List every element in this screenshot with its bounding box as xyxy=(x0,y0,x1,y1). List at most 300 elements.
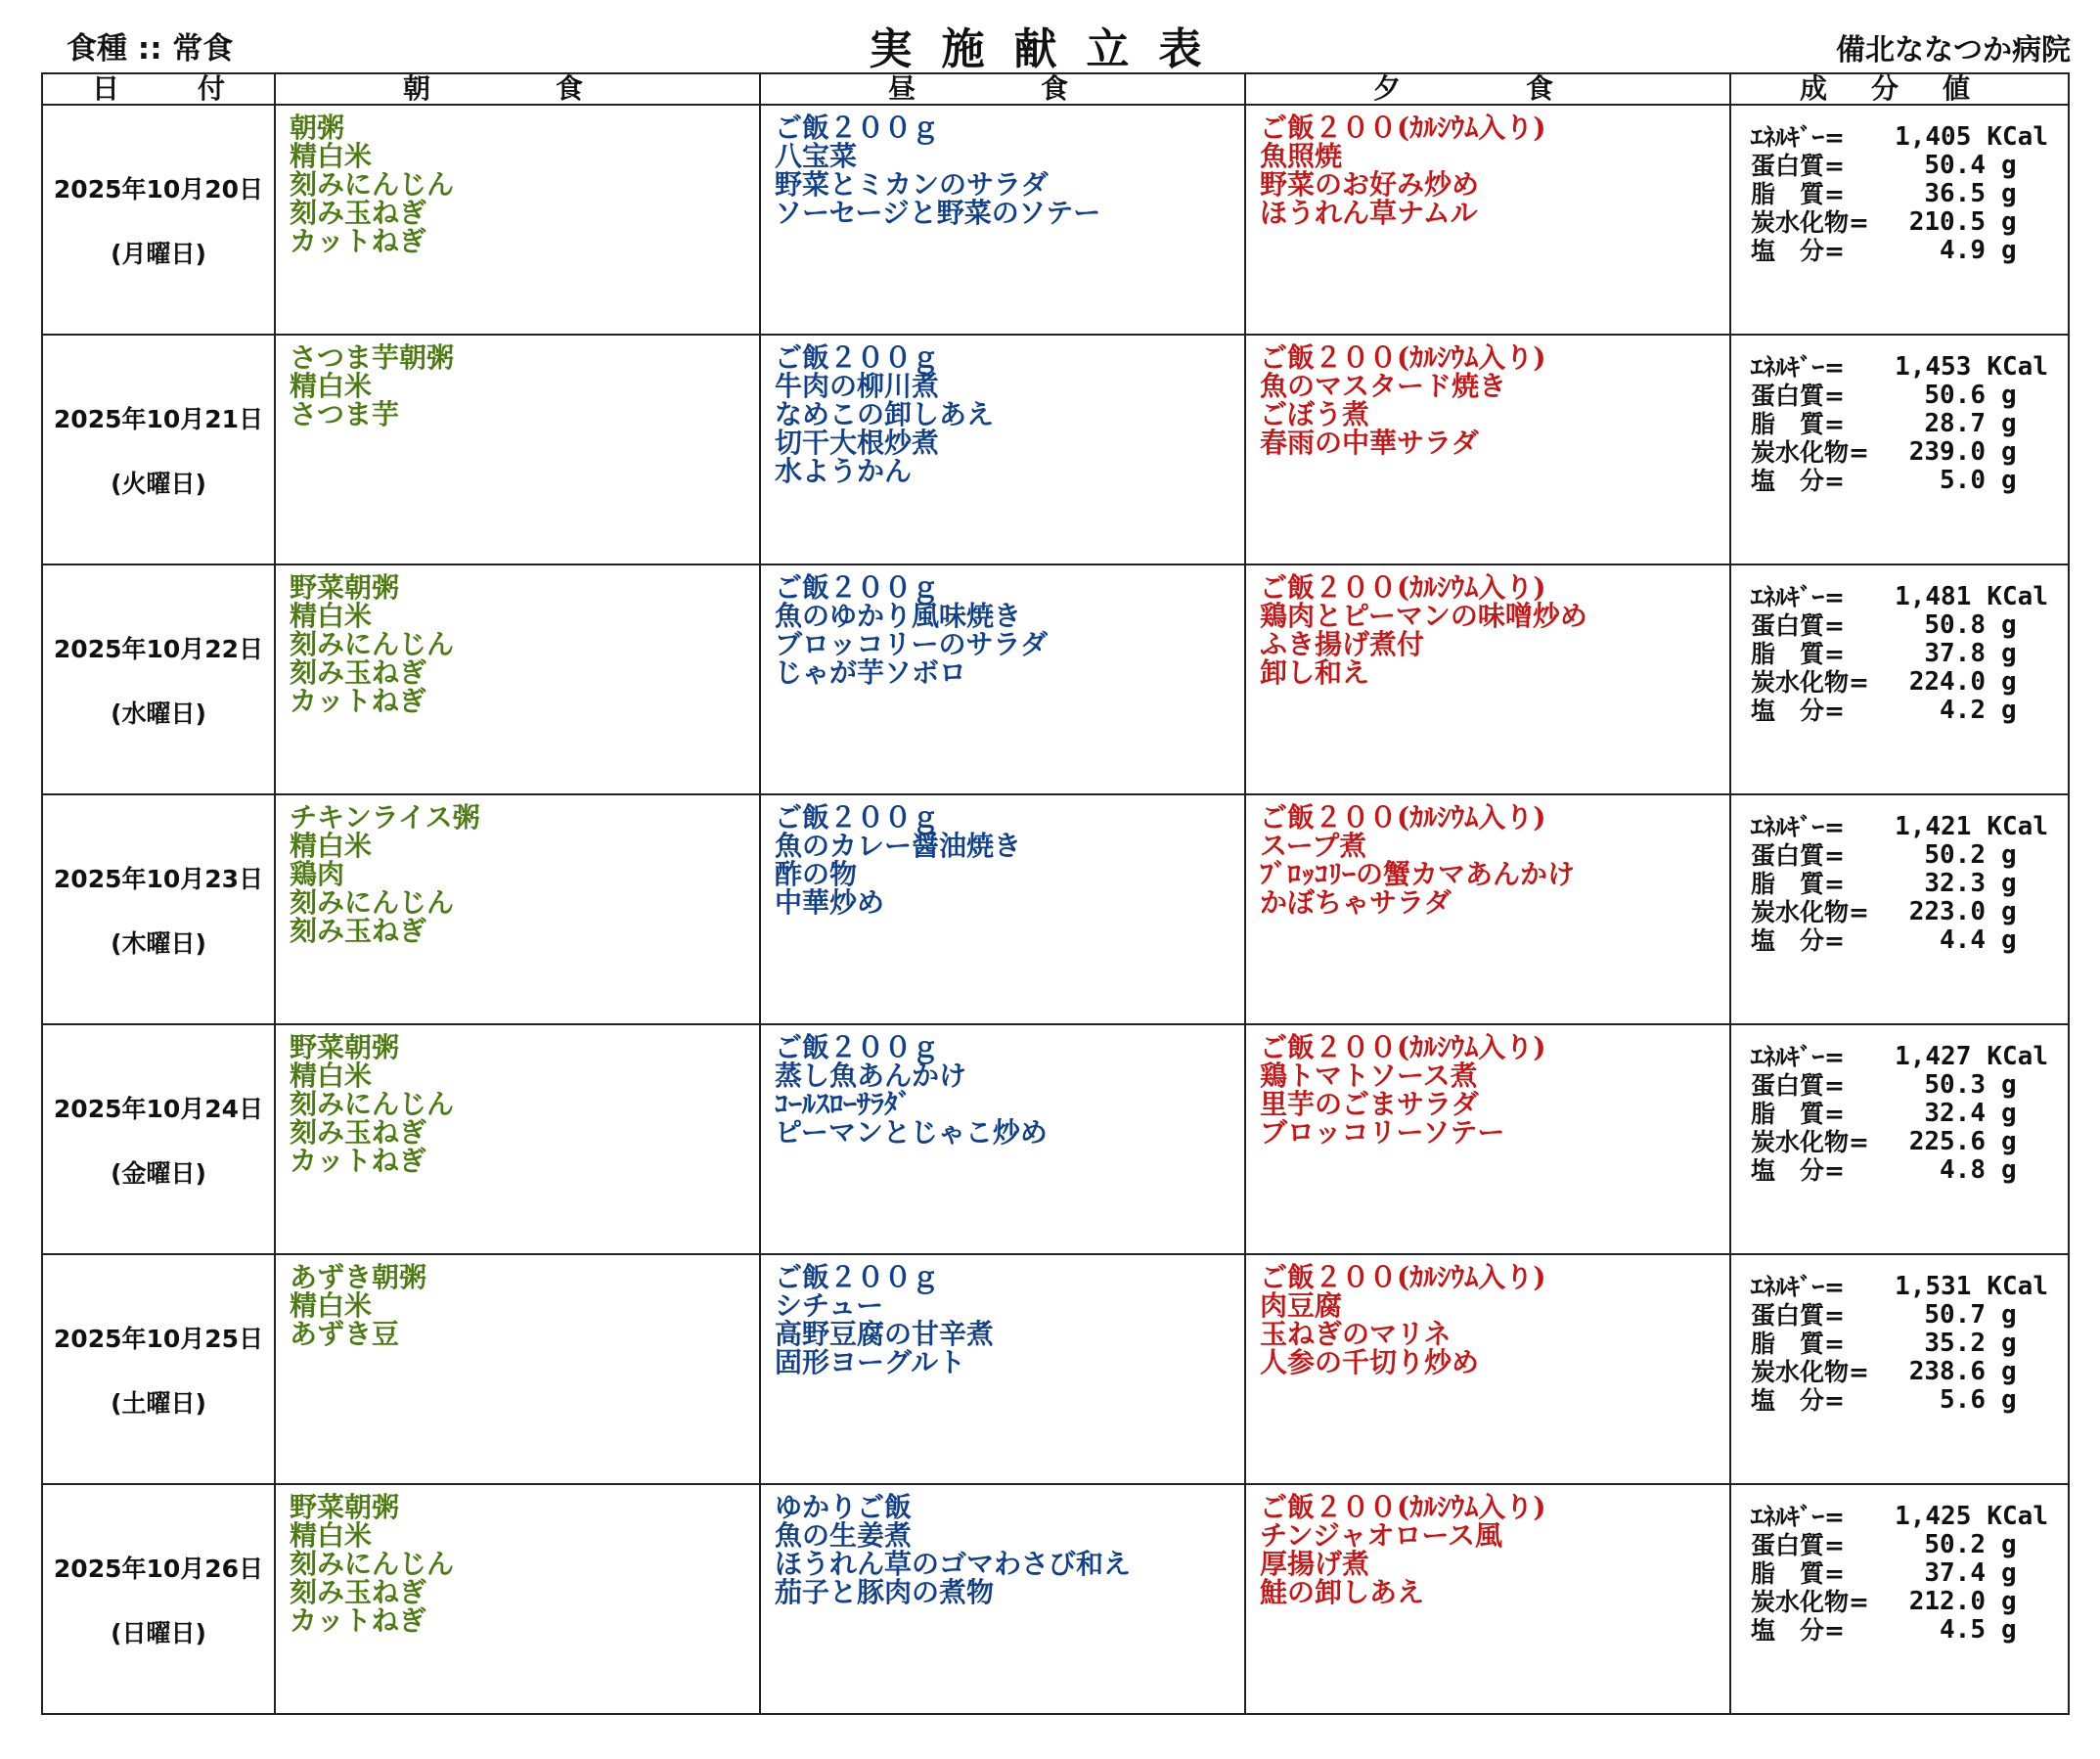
dinner-cell xyxy=(1245,1024,1730,1254)
nutrition-fat-value: 36.5 xyxy=(1924,179,1986,208)
nutrition-protein-unit: g xyxy=(2001,840,2017,870)
breakfast-item: 刻みにんじん xyxy=(290,1548,455,1580)
nutrition-salt-label: 塩 分= xyxy=(1751,237,1845,265)
table-row xyxy=(42,1484,2069,1714)
nutrition-cell xyxy=(1730,1024,2069,1254)
nutrition-protein-row xyxy=(1751,382,2048,410)
date-cell xyxy=(42,1484,275,1714)
nutrition-carbs-value: 239.0 xyxy=(1908,437,1986,467)
nutrition-energy-unit: KCal xyxy=(1987,1502,2048,1531)
weekday-text: (月曜日) xyxy=(111,239,206,268)
lunch-item: ご飯２００ｇ xyxy=(775,571,940,604)
date-cell xyxy=(42,1254,275,1484)
dinner-item: 鮭の卸しあえ xyxy=(1260,1576,1425,1608)
breakfast-item: 刻み玉ねぎ xyxy=(290,656,427,689)
date-text: 2025年10月26日 xyxy=(53,1554,264,1583)
lunch-item-list xyxy=(761,1485,1244,1614)
nutrition-carbs-label: 炭水化物= xyxy=(1751,668,1869,697)
dinner-item-list xyxy=(1246,1485,1729,1614)
breakfast-item: 精白米 xyxy=(290,1060,373,1092)
dinner-item: 厚揚げ煮 xyxy=(1260,1548,1370,1580)
nutrition-protein-unit: g xyxy=(2001,151,2017,180)
nutrition-energy-value: 1,481 xyxy=(1895,582,1972,611)
header-nutrition xyxy=(1730,73,2069,105)
nutrition-fat-unit: g xyxy=(2001,869,2017,898)
nutrition-energy-row xyxy=(1751,123,2048,152)
dinner-item: ふき揚げ煮付 xyxy=(1260,628,1425,660)
date-text: 2025年10月25日 xyxy=(53,1324,264,1353)
nutrition-carbs-value: 212.0 xyxy=(1908,1587,1986,1616)
nutrition-list xyxy=(1731,106,2068,283)
dinner-cell xyxy=(1245,564,1730,794)
lunch-item: ご飯２００ｇ xyxy=(775,341,940,374)
nutrition-fat-row xyxy=(1751,640,2048,668)
lunch-item: ほうれん草のゴマわさび和え xyxy=(775,1548,1132,1580)
lunch-item-list xyxy=(761,795,1244,925)
nutrition-fat-row xyxy=(1751,1559,2048,1588)
table-row xyxy=(42,1254,2069,1484)
nutrition-fat-label: 脂 質= xyxy=(1751,1100,1845,1128)
breakfast-item-list xyxy=(276,1485,759,1643)
nutrition-protein-row xyxy=(1751,1301,2048,1330)
nutrition-protein-row xyxy=(1751,152,2048,180)
nutrition-energy-label: ｴﾈﾙｷﾞｰ= xyxy=(1751,353,1845,382)
dinner-item: ほうれん草ナムル xyxy=(1260,197,1478,229)
dinner-item: チンジャオロース風 xyxy=(1260,1519,1502,1552)
nutrition-carbs-row xyxy=(1751,668,2048,697)
header-nutrition-3: 値 xyxy=(1942,72,1970,105)
breakfast-item: あずき豆 xyxy=(290,1318,400,1350)
page-title: 実施献立表 xyxy=(869,24,1231,74)
dinner-item: ご飯２００(ｶﾙｼｳﾑ入り) xyxy=(1260,1261,1546,1293)
nutrition-protein-label: 蛋白質= xyxy=(1751,1531,1845,1559)
nutrition-protein-label: 蛋白質= xyxy=(1751,611,1845,640)
nutrition-salt-unit: g xyxy=(2001,1155,2017,1185)
nutrition-carbs-unit: g xyxy=(2001,1357,2017,1386)
breakfast-item: 精白米 xyxy=(290,370,373,402)
nutrition-protein-value: 50.3 xyxy=(1924,1070,1986,1100)
nutrition-carbs-value: 223.0 xyxy=(1908,897,1986,926)
lunch-item: 魚のゆかり風味焼き xyxy=(775,600,1022,632)
lunch-item: 水ようかん xyxy=(775,455,913,487)
dinner-item-list xyxy=(1246,1025,1729,1154)
lunch-item: ｺｰﾙｽﾛｰｻﾗﾀﾞ xyxy=(775,1088,913,1120)
header-breakfast-1: 朝 xyxy=(403,72,431,105)
nutrition-salt-row xyxy=(1751,237,2048,265)
nutrition-carbs-value: 224.0 xyxy=(1908,667,1986,697)
breakfast-cell xyxy=(275,564,760,794)
nutrition-carbs-row xyxy=(1751,1358,2048,1386)
dinner-item-list xyxy=(1246,106,1729,235)
breakfast-item: 刻みにんじん xyxy=(290,886,455,919)
header-date-1: 日 xyxy=(92,72,120,105)
nutrition-carbs-row xyxy=(1751,438,2048,467)
nutrition-energy-value: 1,421 xyxy=(1895,812,1972,841)
breakfast-item: さつま芋 xyxy=(290,398,400,430)
nutrition-cell xyxy=(1730,1484,2069,1714)
nutrition-fat-unit: g xyxy=(2001,179,2017,208)
nutrition-list xyxy=(1731,1255,2068,1432)
nutrition-carbs-unit: g xyxy=(2001,207,2017,237)
breakfast-item: カットねぎ xyxy=(290,225,426,257)
nutrition-energy-label: ｴﾈﾙｷﾞｰ= xyxy=(1751,1503,1845,1531)
nutrition-salt-unit: g xyxy=(2001,1615,2017,1645)
breakfast-item: 刻みにんじん xyxy=(290,628,455,660)
nutrition-fat-label: 脂 質= xyxy=(1751,1559,1845,1588)
dinner-item: ご飯２００(ｶﾙｼｳﾑ入り) xyxy=(1260,1031,1546,1063)
lunch-item: ソーセージと野菜のソテー xyxy=(775,197,1101,229)
nutrition-protein-unit: g xyxy=(2001,381,2017,410)
dinner-item: 鶏肉とピーマンの味噌炒め xyxy=(1260,600,1587,632)
nutrition-fat-value: 28.7 xyxy=(1924,409,1986,438)
breakfast-item: カットねぎ xyxy=(290,1604,426,1637)
nutrition-protein-unit: g xyxy=(2001,610,2017,640)
date-text: 2025年10月24日 xyxy=(53,1094,264,1123)
nutrition-fat-unit: g xyxy=(2001,409,2017,438)
nutrition-energy-row xyxy=(1751,353,2048,382)
nutrition-carbs-label: 炭水化物= xyxy=(1751,1358,1869,1386)
nutrition-carbs-row xyxy=(1751,208,2048,237)
breakfast-item: 精白米 xyxy=(290,600,373,632)
dinner-item-list xyxy=(1246,1255,1729,1384)
dinner-item: 魚照焼 xyxy=(1260,140,1343,172)
date-cell xyxy=(42,794,275,1024)
nutrition-energy-unit: KCal xyxy=(1987,1272,2048,1301)
nutrition-carbs-row xyxy=(1751,1588,2048,1616)
nutrition-carbs-unit: g xyxy=(2001,667,2017,697)
nutrition-carbs-value: 238.6 xyxy=(1908,1357,1986,1386)
nutrition-fat-label: 脂 質= xyxy=(1751,640,1845,668)
breakfast-item: 鶏肉 xyxy=(290,858,345,890)
dinner-cell xyxy=(1245,335,1730,564)
table-header-row xyxy=(42,73,2069,105)
nutrition-protein-row xyxy=(1751,1531,2048,1559)
nutrition-cell xyxy=(1730,564,2069,794)
nutrition-fat-unit: g xyxy=(2001,1558,2017,1588)
dinner-item: ごぼう煮 xyxy=(1260,398,1370,430)
nutrition-energy-row xyxy=(1751,1043,2048,1071)
lunch-cell xyxy=(760,1484,1245,1714)
breakfast-item: 刻み玉ねぎ xyxy=(290,197,427,229)
nutrition-salt-label: 塩 分= xyxy=(1751,1616,1845,1645)
breakfast-item: 野菜朝粥 xyxy=(290,1491,400,1523)
date-text: 2025年10月20日 xyxy=(53,174,264,203)
header-lunch-2: 食 xyxy=(1040,72,1068,105)
dinner-item: 野菜のお好み炒め xyxy=(1260,168,1480,201)
nutrition-salt-value: 5.0 xyxy=(1940,466,1986,495)
nutrition-carbs-value: 225.6 xyxy=(1908,1127,1986,1156)
date-text: 2025年10月22日 xyxy=(53,634,264,663)
nutrition-carbs-unit: g xyxy=(2001,437,2017,467)
lunch-item: なめこの卸しあえ xyxy=(775,398,995,430)
lunch-item: 牛肉の柳川煮 xyxy=(775,370,940,402)
lunch-item-list xyxy=(761,336,1244,493)
header-lunch xyxy=(760,73,1245,105)
nutrition-cell xyxy=(1730,335,2069,564)
header-nutrition-2: 分 xyxy=(1870,72,1899,105)
lunch-cell xyxy=(760,1024,1245,1254)
nutrition-protein-value: 50.4 xyxy=(1924,151,1986,180)
nutrition-salt-unit: g xyxy=(2001,466,2017,495)
nutrition-energy-row xyxy=(1751,583,2048,611)
weekday-text: (金曜日) xyxy=(111,1158,206,1188)
dinner-cell xyxy=(1245,794,1730,1024)
nutrition-carbs-unit: g xyxy=(2001,1587,2017,1616)
nutrition-protein-label: 蛋白質= xyxy=(1751,152,1845,180)
dinner-item: 肉豆腐 xyxy=(1260,1289,1343,1322)
nutrition-salt-row xyxy=(1751,1616,2048,1645)
nutrition-fat-row xyxy=(1751,870,2048,898)
nutrition-fat-label: 脂 質= xyxy=(1751,410,1845,438)
breakfast-item-list xyxy=(276,1255,759,1356)
dinner-item: 人参の千切り炒め xyxy=(1260,1346,1480,1378)
dinner-item: ご飯２００(ｶﾙｼｳﾑ入り) xyxy=(1260,112,1546,144)
nutrition-protein-label: 蛋白質= xyxy=(1751,1301,1845,1330)
lunch-item: ご飯２００ｇ xyxy=(775,112,940,144)
dinner-item: ご飯２００(ｶﾙｼｳﾑ入り) xyxy=(1260,801,1546,834)
nutrition-fat-unit: g xyxy=(2001,639,2017,668)
lunch-item: ブロッコリーのサラダ xyxy=(775,628,1049,660)
nutrition-salt-label: 塩 分= xyxy=(1751,467,1845,495)
breakfast-item: 刻み玉ねぎ xyxy=(290,1576,427,1608)
table-row xyxy=(42,794,2069,1024)
nutrition-fat-label: 脂 質= xyxy=(1751,870,1845,898)
nutrition-energy-row xyxy=(1751,1503,2048,1531)
nutrition-energy-value: 1,425 xyxy=(1895,1502,1972,1531)
nutrition-fat-value: 37.4 xyxy=(1924,1558,1986,1588)
breakfast-cell xyxy=(275,1254,760,1484)
dinner-item: 魚のマスタード焼き xyxy=(1260,370,1507,402)
lunch-item: 野菜とミカンのサラダ xyxy=(775,168,1049,201)
date-text: 2025年10月23日 xyxy=(53,864,264,893)
nutrition-protein-row xyxy=(1751,841,2048,870)
nutrition-carbs-unit: g xyxy=(2001,1127,2017,1156)
breakfast-item: チキンライス粥 xyxy=(290,801,480,834)
weekday-text: (木曜日) xyxy=(111,928,206,958)
nutrition-fat-row xyxy=(1751,180,2048,208)
breakfast-cell xyxy=(275,105,760,335)
nutrition-salt-row xyxy=(1751,1156,2048,1185)
nutrition-salt-unit: g xyxy=(2001,236,2017,265)
dinner-item: ﾌﾞﾛｯｺﾘｰの蟹カマあんかけ xyxy=(1260,858,1576,890)
breakfast-item: 朝粥 xyxy=(290,112,345,144)
dinner-item-list xyxy=(1246,565,1729,695)
nutrition-energy-value: 1,531 xyxy=(1895,1272,1972,1301)
lunch-item: 八宝菜 xyxy=(775,140,858,172)
lunch-cell xyxy=(760,1254,1245,1484)
header-dinner xyxy=(1245,73,1730,105)
dinner-item: スープ煮 xyxy=(1260,830,1367,862)
nutrition-protein-row xyxy=(1751,611,2048,640)
breakfast-item: 野菜朝粥 xyxy=(290,571,400,604)
nutrition-energy-label: ｴﾈﾙｷﾞｰ= xyxy=(1751,123,1845,152)
date-cell xyxy=(42,1024,275,1254)
nutrition-energy-row xyxy=(1751,813,2048,841)
nutrition-protein-row xyxy=(1751,1071,2048,1100)
nutrition-fat-row xyxy=(1751,1100,2048,1128)
breakfast-item-list xyxy=(276,1025,759,1183)
lunch-item: ご飯２００ｇ xyxy=(775,1031,940,1063)
nutrition-energy-label: ｴﾈﾙｷﾞｰ= xyxy=(1751,813,1845,841)
breakfast-item-list xyxy=(276,106,759,263)
nutrition-energy-unit: KCal xyxy=(1987,582,2048,611)
nutrition-salt-label: 塩 分= xyxy=(1751,1156,1845,1185)
nutrition-protein-value: 50.7 xyxy=(1924,1300,1986,1330)
dinner-item: 春雨の中華サラダ xyxy=(1260,427,1479,459)
nutrition-list xyxy=(1731,795,2068,972)
nutrition-salt-unit: g xyxy=(2001,1385,2017,1415)
nutrition-energy-value: 1,427 xyxy=(1895,1042,1972,1071)
lunch-item-list xyxy=(761,565,1244,695)
breakfast-item: 精白米 xyxy=(290,140,373,172)
nutrition-fat-label: 脂 質= xyxy=(1751,180,1845,208)
nutrition-protein-label: 蛋白質= xyxy=(1751,1071,1845,1100)
lunch-item: 魚のカレー醤油焼き xyxy=(775,830,1022,862)
nutrition-salt-label: 塩 分= xyxy=(1751,697,1845,725)
lunch-item: 切干大根炒煮 xyxy=(775,427,940,459)
dinner-item: ご飯２００(ｶﾙｼｳﾑ入り) xyxy=(1260,1491,1546,1523)
nutrition-fat-unit: g xyxy=(2001,1329,2017,1358)
dinner-item: ご飯２００(ｶﾙｼｳﾑ入り) xyxy=(1260,341,1546,374)
lunch-cell xyxy=(760,335,1245,564)
dinner-item: 鶏トマトソース煮 xyxy=(1260,1060,1478,1092)
lunch-item: ご飯２００ｇ xyxy=(775,801,940,834)
lunch-item: 魚の生姜煮 xyxy=(775,1519,913,1552)
lunch-item: 酢の物 xyxy=(775,858,858,890)
nutrition-cell xyxy=(1730,794,2069,1024)
nutrition-salt-unit: g xyxy=(2001,696,2017,725)
header-dinner-2: 食 xyxy=(1525,72,1553,105)
breakfast-item: さつま芋朝粥 xyxy=(290,341,455,374)
nutrition-fat-row xyxy=(1751,410,2048,438)
date-cell xyxy=(42,335,275,564)
nutrition-fat-value: 32.3 xyxy=(1924,869,1986,898)
breakfast-item: 刻み玉ねぎ xyxy=(290,1116,427,1149)
date-cell xyxy=(42,105,275,335)
weekday-text: (土曜日) xyxy=(111,1388,206,1418)
nutrition-energy-unit: KCal xyxy=(1987,122,2048,152)
table-row xyxy=(42,105,2069,335)
nutrition-list xyxy=(1731,336,2068,513)
nutrition-salt-value: 4.4 xyxy=(1940,925,1986,955)
header-date xyxy=(42,73,275,105)
nutrition-energy-label: ｴﾈﾙｷﾞｰ= xyxy=(1751,583,1845,611)
dinner-item-list xyxy=(1246,795,1729,925)
meal-type-label: 食種 :: 常食 xyxy=(67,31,234,67)
nutrition-salt-value: 4.2 xyxy=(1940,696,1986,725)
breakfast-item-list xyxy=(276,795,759,953)
menu-table xyxy=(41,72,2070,1715)
nutrition-salt-value: 4.8 xyxy=(1940,1155,1986,1185)
lunch-item: ピーマンとじゃこ炒め xyxy=(775,1116,1048,1149)
nutrition-salt-unit: g xyxy=(2001,925,2017,955)
lunch-item: 蒸し魚あんかけ xyxy=(775,1060,967,1092)
lunch-item: ご飯２００ｇ xyxy=(775,1261,940,1293)
nutrition-energy-unit: KCal xyxy=(1987,1042,2048,1071)
lunch-item: じゃが芋ソボロ xyxy=(775,656,967,689)
nutrition-fat-value: 37.8 xyxy=(1924,639,1986,668)
nutrition-salt-label: 塩 分= xyxy=(1751,926,1845,955)
dinner-item: 里芋のごまサラダ xyxy=(1260,1088,1479,1120)
header-dinner-1: 夕 xyxy=(1373,72,1402,105)
breakfast-item: 精白米 xyxy=(290,1519,373,1552)
breakfast-item-list xyxy=(276,565,759,723)
header-lunch-1: 昼 xyxy=(888,72,916,105)
nutrition-energy-unit: KCal xyxy=(1987,812,2048,841)
nutrition-fat-unit: g xyxy=(2001,1099,2017,1128)
nutrition-carbs-row xyxy=(1751,1128,2048,1156)
lunch-item: 固形ヨーグルト xyxy=(775,1346,966,1378)
nutrition-salt-label: 塩 分= xyxy=(1751,1386,1845,1415)
dinner-item: かぼちゃサラダ xyxy=(1260,886,1452,919)
nutrition-cell xyxy=(1730,105,2069,335)
lunch-item: 高野豆腐の甘辛煮 xyxy=(775,1318,995,1350)
table-row xyxy=(42,1024,2069,1254)
nutrition-protein-label: 蛋白質= xyxy=(1751,841,1845,870)
nutrition-carbs-unit: g xyxy=(2001,897,2017,926)
nutrition-energy-unit: KCal xyxy=(1987,352,2048,382)
nutrition-salt-row xyxy=(1751,926,2048,955)
nutrition-protein-unit: g xyxy=(2001,1070,2017,1100)
nutrition-salt-value: 4.5 xyxy=(1940,1615,1986,1645)
nutrition-protein-unit: g xyxy=(2001,1300,2017,1330)
nutrition-carbs-row xyxy=(1751,898,2048,926)
lunch-item: 中華炒め xyxy=(775,886,885,919)
nutrition-energy-label: ｴﾈﾙｷﾞｰ= xyxy=(1751,1043,1845,1071)
nutrition-fat-value: 35.2 xyxy=(1924,1329,1986,1358)
weekday-text: (水曜日) xyxy=(111,699,206,728)
breakfast-cell xyxy=(275,1484,760,1714)
nutrition-carbs-label: 炭水化物= xyxy=(1751,1128,1869,1156)
nutrition-protein-value: 50.2 xyxy=(1924,1530,1986,1559)
nutrition-energy-value: 1,405 xyxy=(1895,122,1972,152)
lunch-item: 茄子と豚肉の煮物 xyxy=(775,1576,995,1608)
breakfast-item: 刻みにんじん xyxy=(290,168,455,201)
breakfast-cell xyxy=(275,335,760,564)
nutrition-salt-value: 5.6 xyxy=(1940,1385,1986,1415)
header-nutrition-1: 成 xyxy=(1800,72,1828,105)
breakfast-item: カットねぎ xyxy=(290,1145,426,1177)
date-text: 2025年10月21日 xyxy=(53,404,264,433)
breakfast-item-list xyxy=(276,336,759,436)
dinner-cell xyxy=(1245,1254,1730,1484)
nutrition-energy-value: 1,453 xyxy=(1895,352,1972,382)
nutrition-cell xyxy=(1730,1254,2069,1484)
nutrition-protein-value: 50.8 xyxy=(1924,610,1986,640)
nutrition-carbs-label: 炭水化物= xyxy=(1751,898,1869,926)
dinner-cell xyxy=(1245,1484,1730,1714)
nutrition-salt-value: 4.9 xyxy=(1940,236,1986,265)
breakfast-item: あずき朝粥 xyxy=(290,1261,427,1293)
lunch-item: ゆかりご飯 xyxy=(775,1491,913,1523)
nutrition-list xyxy=(1731,565,2068,743)
breakfast-item: 刻み玉ねぎ xyxy=(290,915,427,947)
breakfast-cell xyxy=(275,794,760,1024)
nutrition-salt-row xyxy=(1751,1386,2048,1415)
nutrition-protein-value: 50.2 xyxy=(1924,840,1986,870)
nutrition-protein-unit: g xyxy=(2001,1530,2017,1559)
header-breakfast-2: 食 xyxy=(555,72,583,105)
dinner-item: 卸し和え xyxy=(1260,656,1370,689)
breakfast-item: 野菜朝粥 xyxy=(290,1031,400,1063)
table-row xyxy=(42,564,2069,794)
nutrition-carbs-label: 炭水化物= xyxy=(1751,438,1869,467)
nutrition-carbs-label: 炭水化物= xyxy=(1751,208,1869,237)
breakfast-item: 精白米 xyxy=(290,1289,373,1322)
nutrition-list xyxy=(1731,1485,2068,1662)
nutrition-energy-label: ｴﾈﾙｷﾞｰ= xyxy=(1751,1273,1845,1301)
breakfast-cell xyxy=(275,1024,760,1254)
